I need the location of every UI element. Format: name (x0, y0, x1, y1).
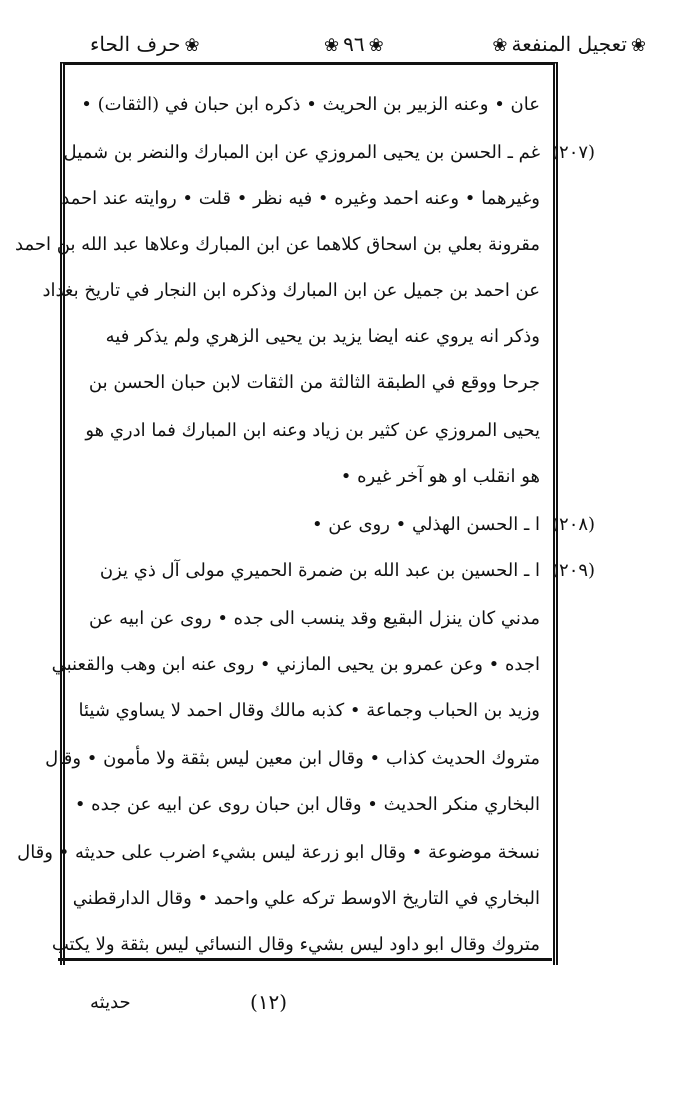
text-line: جرحا ووقع في الطبقة الثالثة من الثقات لابن حبان الحسن بن (88, 372, 540, 393)
ornament-icon: ❀ (630, 35, 646, 56)
ornament-icon: ❀ (492, 35, 508, 56)
text-line: يحيى المروزي عن كثير بن زياد وعنه ابن المبارك فما ادري هو (85, 420, 540, 441)
page-header (30, 18, 650, 62)
text-line: وغيرهما • وعنه احمد وغيره • فيه نظر • قلت • روايته عند احمد (61, 188, 540, 209)
text-line: نسخة موضوعة • وقال ابو زرعة ليس بشيء اضرب على حديثه • وقال (17, 842, 540, 863)
text-line: ا ـ الحسين بن عبد الله بن ضمرة الحميري مولى آل ذي يزن (99, 560, 540, 581)
text-line: عن احمد بن جميل عن ابن المبارك وذكره ابن النجار في تاريخ بغداد (42, 280, 540, 301)
ornament-icon: ❀ (324, 35, 340, 56)
catchword: حديثه (90, 992, 131, 1013)
text-line: وزيد بن الحباب وجماعة • كذبه مالك وقال احمد لا يساوي شيئا (78, 700, 540, 721)
text-line: مقرونة بعلي بن اسحاق كلاهما عن ابن المبارك وعلاها عبد الله بن احمد (15, 234, 540, 255)
footer-page-marker: (١٢) (250, 990, 288, 1014)
text-line: ا ـ الحسن الهذلي • روى عن • (311, 514, 540, 535)
text-line: وذكر انه يروي عنه ايضا يزيد بن يحيى الزهري ولم يذكر فيه (105, 326, 540, 347)
section-title: ❀حرف الحاء (90, 32, 200, 56)
entry-number: (٢٠٨) (552, 514, 596, 535)
text-line: متروك وقال ابو داود ليس بشيء وقال النسائي ليس بثقة ولا يكتب (51, 934, 540, 955)
text-line: متروك الحديث كذاب • وقال ابن معين ليس بثقة ولا مأمون • وقال (45, 748, 540, 769)
page-number: ❀٩٦❀ (324, 32, 384, 56)
text-line: البخاري منكر الحديث • وقال ابن حبان روى عن ابيه عن جده • (74, 794, 540, 815)
running-title: ❀تعجيل المنفعة❀ (492, 32, 646, 56)
text-line: مدني كان ينزل البقيع وقد ينسب الى جده • روى عن ابيه عن (88, 608, 540, 629)
text-line: البخاري في التاريخ الاوسط تركه علي واحمد • وقال الدارقطني (72, 888, 540, 909)
ornament-icon: ❀ (368, 35, 384, 56)
ornament-icon: ❀ (184, 35, 200, 56)
text-line: هو انقلب او هو آخر غيره • (340, 466, 540, 487)
entry-number: (٢٠٩) (552, 560, 596, 581)
text-line: اجده • وعن عمرو بن يحيى المازني • روى عنه ابن وهب والقعنبي (51, 654, 540, 675)
text-line: غم ـ الحسن بن يحيى المروزي عن ابن المبارك والنضر بن شميل (63, 142, 540, 163)
entry-number: (٢٠٧) (552, 142, 596, 163)
text-line: عان • وعنه الزبير بن الحريث • ذكره ابن حبان في (الثقات) • (81, 94, 540, 115)
